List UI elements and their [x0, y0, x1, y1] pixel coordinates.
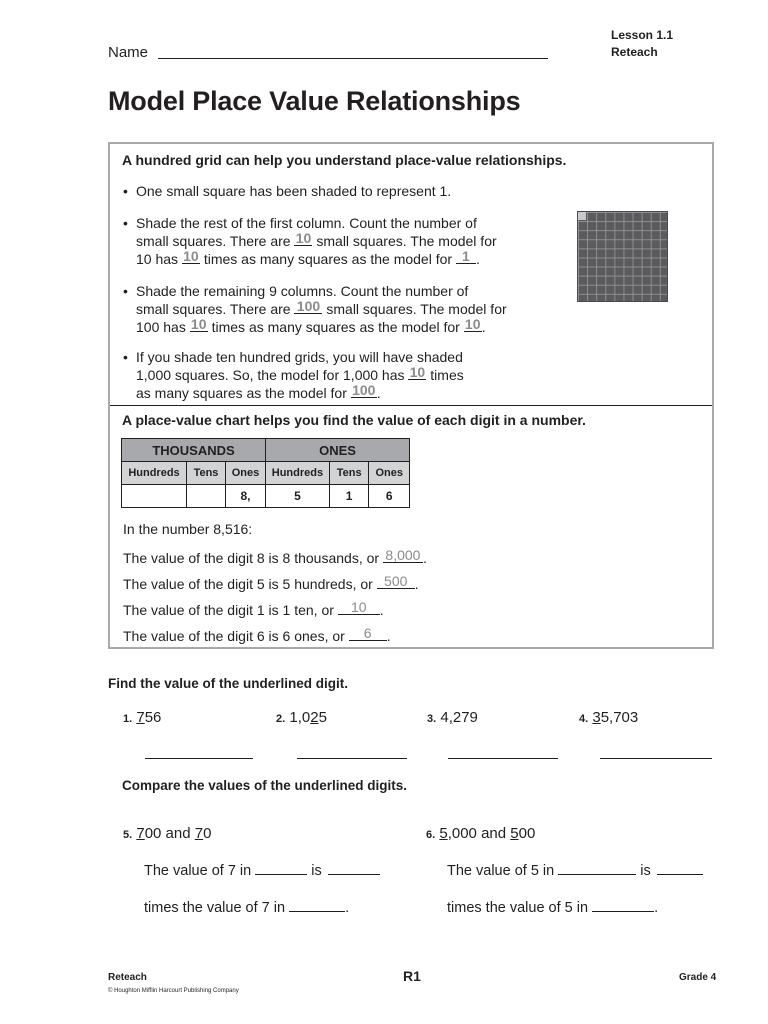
col-ones: Ones	[226, 462, 266, 485]
compare-heading: Compare the values of the underlined digits.	[122, 778, 408, 793]
answer-10: 10	[338, 600, 380, 615]
chart-cell	[122, 485, 187, 508]
number-intro: In the number 8,516:	[123, 521, 253, 537]
section-label: Reteach	[611, 45, 658, 59]
find-heading: Find the value of the underlined digit.	[108, 676, 349, 691]
group-ones: ONES	[266, 439, 410, 462]
answer-blank-6a[interactable]	[558, 874, 636, 875]
lesson-number: Lesson 1.1	[611, 28, 674, 42]
answer-model-1: 1	[456, 249, 476, 264]
name-label: Name	[108, 44, 149, 61]
bullet-1: • One small square has been shaded to represent 1.	[123, 183, 452, 199]
col-hundreds: Hundreds	[266, 462, 330, 485]
lesson-label	[611, 27, 673, 61]
footer-grade: Grade 4	[679, 972, 717, 983]
problem-5: 5. 700 and 70	[123, 825, 212, 842]
box-heading-hundred-grid: A hundred grid can help you understand place-value relationships.	[122, 152, 567, 168]
answer-model-100: 100	[352, 382, 376, 398]
problem-6-line-2: times the value of 5 in .	[447, 900, 659, 916]
answer-model-10: 10	[464, 316, 481, 332]
answer-blank-5c[interactable]	[289, 911, 345, 912]
problem-5-line-1: The value of 7 in is	[144, 862, 380, 880]
answer-blank-3[interactable]	[448, 758, 558, 759]
answer-blank-2[interactable]	[297, 758, 407, 759]
answer-blank-5b[interactable]	[328, 874, 380, 875]
col-tens: Tens	[329, 462, 369, 485]
value-line-8: The value of the digit 8 is 8 thousands, or 8,000 .	[123, 547, 427, 566]
chart-cell	[187, 485, 226, 508]
chart-cell: 8,	[226, 485, 266, 508]
hundred-grid	[577, 211, 668, 302]
problem-1: 1. 756	[123, 709, 162, 726]
name-field[interactable]	[158, 58, 548, 59]
problem-6-line-1: The value of 5 in is	[447, 862, 703, 880]
answer-10-times: 10	[183, 248, 199, 264]
value-line-5: The value of the digit 5 is 5 hundreds, or 500 .	[123, 573, 419, 592]
box-heading-place-value: A place-value chart helps you find the value of each digit in a number.	[122, 412, 586, 428]
problem-4: 4. 35,703	[579, 709, 639, 726]
group-thousands: THOUSANDS	[122, 439, 266, 462]
problem-2: 2. 1,025	[276, 709, 327, 726]
answer-blank-1[interactable]	[145, 758, 253, 759]
answer-500: 500	[377, 574, 415, 589]
chart-cell: 6	[369, 485, 410, 508]
problem-6: 6. 5,000 and 500	[426, 825, 536, 842]
footer-reteach: Reteach	[108, 972, 147, 983]
bullet-2: • Shade the rest of the first column. Count the number of small squares. There are 10 small squares. The model for 10 has 10 times as many squares as the model for 1 .	[123, 215, 497, 267]
bullet-3: • Shade the remaining 9 columns. Count the number of small squares. There are 100 small squares. The model for 100 has 10 times as many squares as the model for 10.	[123, 283, 507, 335]
page-title: Model Place Value Relationships	[108, 86, 521, 116]
answer-blank-4[interactable]	[600, 758, 712, 759]
answer-10-squares: 10	[295, 230, 312, 246]
answer-6: 6	[349, 626, 387, 641]
bullet-4: • If you shade ten hundred grids, you will have shaded 1,000 squares. So, the model for 1,000 has 10 times as many squares as the model for 100.	[123, 349, 464, 401]
answer-blank-5a[interactable]	[255, 874, 307, 875]
col-tens: Tens	[187, 462, 226, 485]
value-line-1: The value of the digit 1 is 1 ten, or 10 .	[123, 599, 384, 618]
chart-cell: 1	[329, 485, 369, 508]
box-divider	[110, 405, 712, 406]
shaded-unit-square	[578, 212, 586, 220]
answer-blank-6c[interactable]	[592, 911, 654, 912]
chart-cell: 5	[266, 485, 330, 508]
answer-blank-6b[interactable]	[657, 874, 703, 875]
problem-3: 3. 4,279	[427, 709, 478, 726]
answer-10-times-b: 10	[190, 316, 207, 332]
footer-copyright: © Houghton Mifflin Harcourt Publishing Company	[108, 988, 239, 994]
answer-8000: 8,000	[383, 548, 423, 563]
answer-10-times-c: 10	[409, 364, 426, 380]
answer-100-squares: 100	[294, 299, 322, 314]
place-value-chart	[121, 438, 410, 508]
value-line-6: The value of the digit 6 is 6 ones, or 6 .	[123, 625, 391, 644]
page-number: R1	[403, 968, 421, 984]
col-hundreds: Hundreds	[122, 462, 187, 485]
problem-5-line-2: times the value of 7 in .	[144, 900, 350, 916]
col-ones: Ones	[369, 462, 410, 485]
